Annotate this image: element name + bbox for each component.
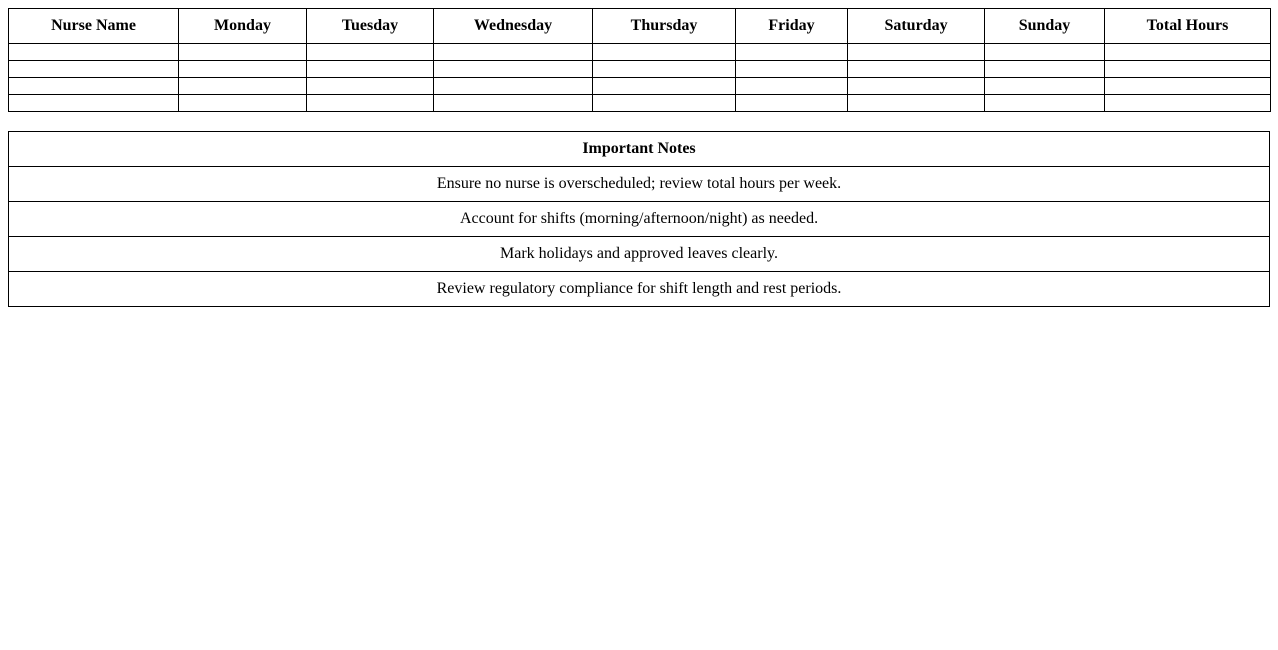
table-cell[interactable]: [1105, 61, 1271, 78]
header-wednesday: Wednesday: [434, 9, 593, 44]
table-cell[interactable]: [593, 61, 736, 78]
header-friday: Friday: [736, 9, 848, 44]
table-cell[interactable]: [179, 78, 307, 95]
table-cell[interactable]: [9, 78, 179, 95]
table-cell[interactable]: [434, 61, 593, 78]
note-text: Review regulatory compliance for shift length and rest periods.: [9, 272, 1270, 307]
table-cell[interactable]: [1105, 78, 1271, 95]
header-tuesday: Tuesday: [307, 9, 434, 44]
table-cell[interactable]: [985, 78, 1105, 95]
schedule-header-row: [9, 9, 1271, 44]
schedule-table: [8, 8, 1271, 112]
table-cell[interactable]: [736, 78, 848, 95]
table-cell[interactable]: [736, 61, 848, 78]
table-cell[interactable]: [434, 95, 593, 112]
header-total-hours: Total Hours: [1105, 9, 1271, 44]
notes-header-row: [9, 132, 1270, 167]
table-cell[interactable]: [593, 78, 736, 95]
table-cell[interactable]: [179, 44, 307, 61]
table-cell[interactable]: [307, 95, 434, 112]
table-cell[interactable]: [736, 95, 848, 112]
table-cell[interactable]: [736, 44, 848, 61]
header-thursday: Thursday: [593, 9, 736, 44]
list-item: [9, 202, 1270, 237]
table-cell[interactable]: [985, 44, 1105, 61]
header-sunday: Sunday: [985, 9, 1105, 44]
header-nurse-name: Nurse Name: [9, 9, 179, 44]
header-monday: Monday: [179, 9, 307, 44]
note-text: Mark holidays and approved leaves clearly.: [9, 237, 1270, 272]
table-cell[interactable]: [434, 78, 593, 95]
table-cell[interactable]: [593, 95, 736, 112]
table-cell[interactable]: [9, 44, 179, 61]
table-cell[interactable]: [848, 78, 985, 95]
table-cell[interactable]: [179, 95, 307, 112]
table-row: [9, 78, 1271, 95]
table-cell[interactable]: [1105, 95, 1271, 112]
note-text: Ensure no nurse is overscheduled; review total hours per week.: [9, 167, 1270, 202]
notes-title: Important Notes: [9, 132, 1270, 167]
table-cell[interactable]: [848, 61, 985, 78]
table-row: [9, 61, 1271, 78]
table-cell[interactable]: [307, 44, 434, 61]
table-cell[interactable]: [985, 95, 1105, 112]
page-content: [8, 8, 1270, 307]
list-item: [9, 237, 1270, 272]
list-item: [9, 167, 1270, 202]
table-cell[interactable]: [307, 78, 434, 95]
notes-table: [8, 131, 1270, 307]
note-text: Account for shifts (morning/afternoon/night) as needed.: [9, 202, 1270, 237]
table-cell[interactable]: [307, 61, 434, 78]
table-cell[interactable]: [848, 95, 985, 112]
table-cell[interactable]: [179, 61, 307, 78]
table-row: [9, 95, 1271, 112]
table-cell[interactable]: [1105, 44, 1271, 61]
table-cell[interactable]: [985, 61, 1105, 78]
header-saturday: Saturday: [848, 9, 985, 44]
table-row: [9, 44, 1271, 61]
table-cell[interactable]: [434, 44, 593, 61]
table-cell[interactable]: [9, 95, 179, 112]
table-cell[interactable]: [9, 61, 179, 78]
list-item: [9, 272, 1270, 307]
table-cell[interactable]: [593, 44, 736, 61]
table-cell[interactable]: [848, 44, 985, 61]
